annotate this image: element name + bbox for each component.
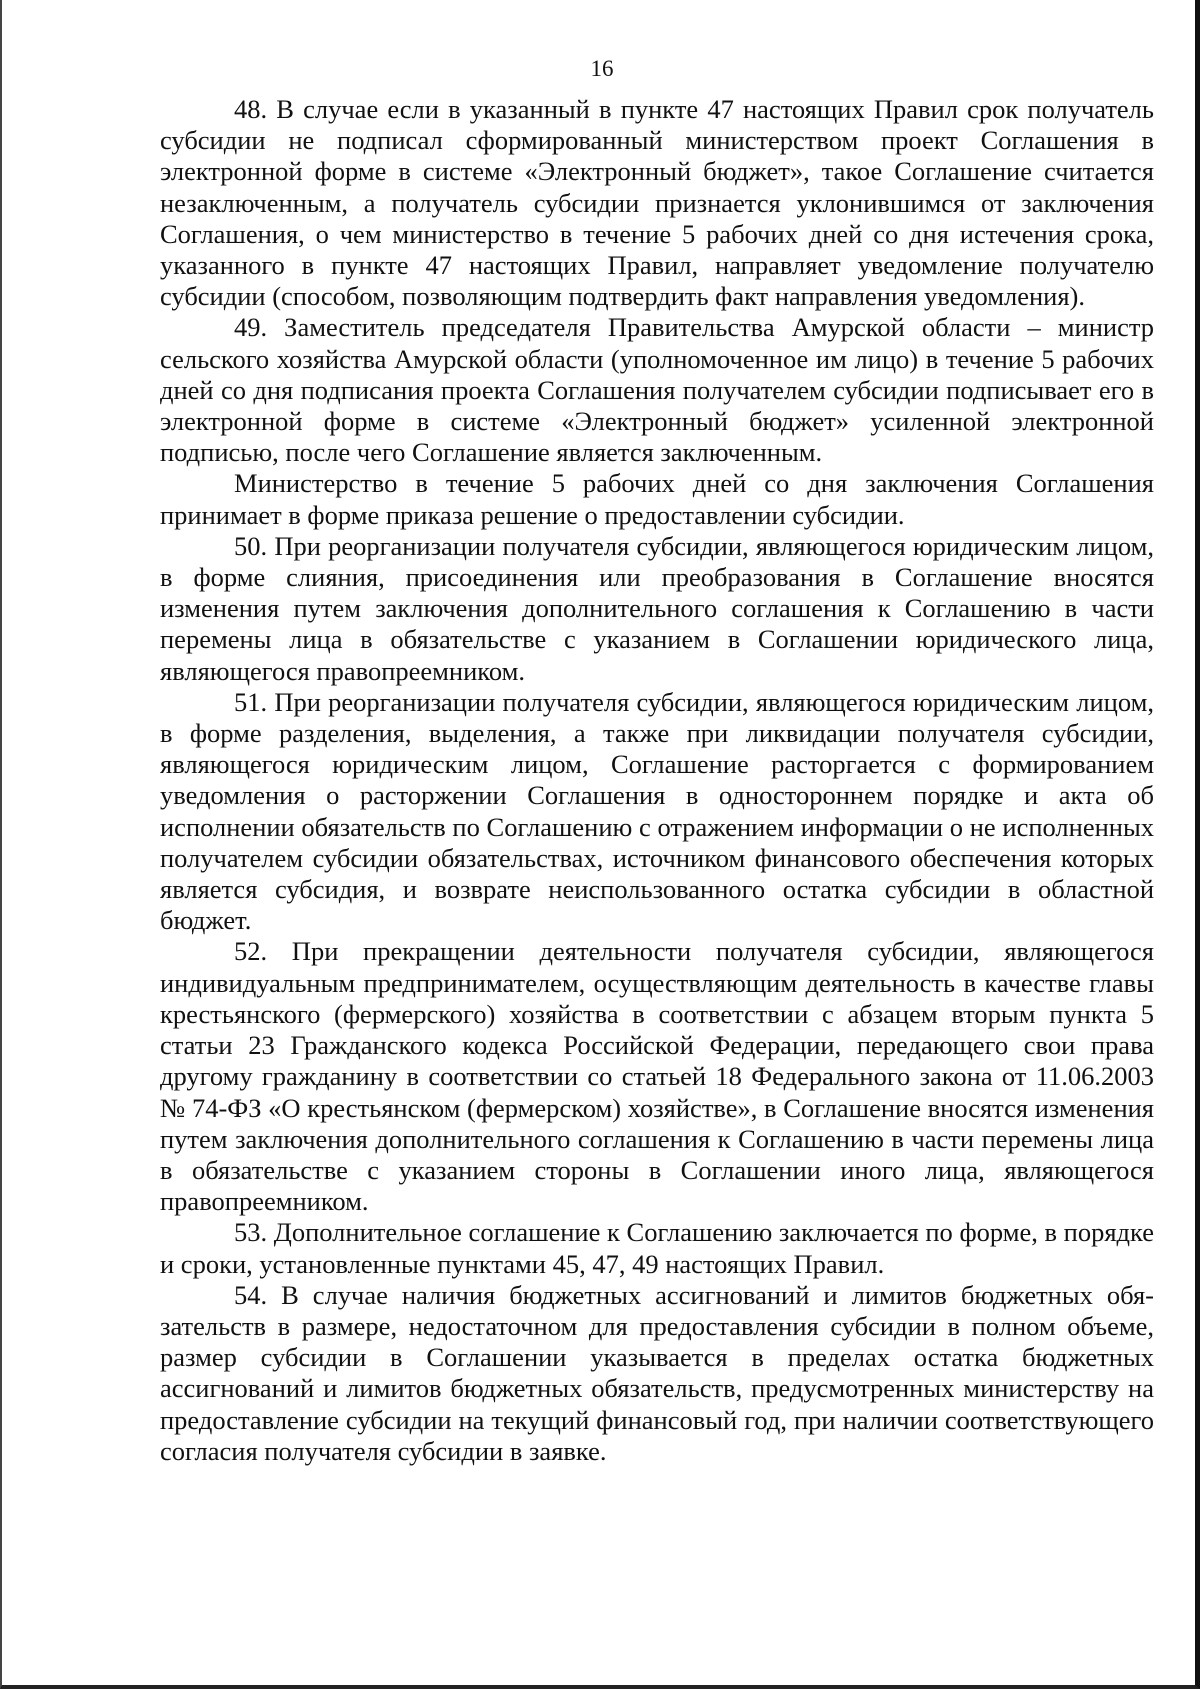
page-number: 16 — [590, 56, 614, 81]
paragraph-48: 48. В случае если в указанный в пункте 47 настоящих Правил срок получатель субсидии не подписал сформированный министерством проект Соглашения в электронной форме в системе «Электронный бюджет», такое Соглашение считается незаключенным, а получатель субсидии признается уклонившимся от заключения Соглашения, о чем министерство в течение 5 рабочих дней со дня истечения срока, указанного в пункте 47 настоящих Правил, направляет уведомление получателю субсидии (способом, позволяющим подтвердить факт направления уведомления). — [160, 94, 1154, 312]
paragraph-49: 49. Заместитель председателя Правительства Амурской области – министр сельского хозяйства Амурской области (уполномоченное им лицо) в течение 5 рабочих дней со дня подписания проекта Соглашения получателем субсидии подписывает его в электронной форме в системе «Электронный бюджет» усиленной электронной подписью, после чего Соглашение является заключенным. — [160, 312, 1154, 468]
paragraph-52: 52. При прекращении деятельности получателя субсидии, являющегося индивидуальным предпринимателем, осуществляющим деятельность в качестве главы крестьянского (фермерского) хозяйства в соответствии с абзацем вторым пункта 5 статьи 23 Гражданского кодекса Российской Федерации, передающего свои права другому гражданину в соответствии со статьей 18 Федерального закона от 11.06.2003 № 74-ФЗ «О крестьянском (фермерском) хозяйстве», в Соглашение вносятся изменения путем заключения дополнительного соглашения к Соглашению в части перемены лица в обязательстве с указанием стороны в Соглашении иного лица, являющегося правопреемником. — [160, 936, 1154, 1217]
paragraph-49-continuation: Министерство в течение 5 рабочих дней со дня заключения Соглашения принимает в форме приказа решение о предоставлении субсидии. — [160, 468, 1154, 530]
paragraph-51: 51. При реорганизации получателя субсидии, являющегося юридическим лицом, в форме разделения, выделения, а также при ликвидации получателя субсидии, являющегося юридическим лицом, Соглашение расторгается с формированием уведомления о расторжении Соглашения в одностороннем порядке и акта об исполнении обязательств по Соглашению с отражением информации о не исполненных получателем субсидии обязательствах, источником финансового обеспечения которых является субсидия, и возврате неиспользованного остатка субсидии в областной бюджет. — [160, 686, 1154, 936]
paragraph-53: 53. Дополнительное соглашение к Соглашению заключается по форме, в порядке и сроки, установленные пунктами 45, 47, 49 настоящих Правил. — [160, 1217, 1154, 1279]
paragraph-50: 50. При реорганизации получателя субсидии, являющегося юридическим лицом, в форме слияния, присоединения или преобразования в Соглашение вносятся изменения путем заключения дополнительного соглашения к Соглашению в части перемены лица в обязательстве с указанием в Соглашении юридического лица, являющегося правопреемником. — [160, 530, 1154, 686]
document-body — [160, 94, 1154, 1467]
paragraph-54: 54. В случае наличия бюджетных ассигнований и лимитов бюджетных обязательств в размере, недостаточном для предоставления субсидии в полном объеме, размер субсидии в Соглашении указывается в пределах остатка бюджетных ассигнований и лимитов бюджетных обязательств, предусмотренных министерству на предоставление субсидии на текущий финансовый год, при наличии соответствующего согласия получателя субсидии в заявке. — [160, 1279, 1154, 1466]
